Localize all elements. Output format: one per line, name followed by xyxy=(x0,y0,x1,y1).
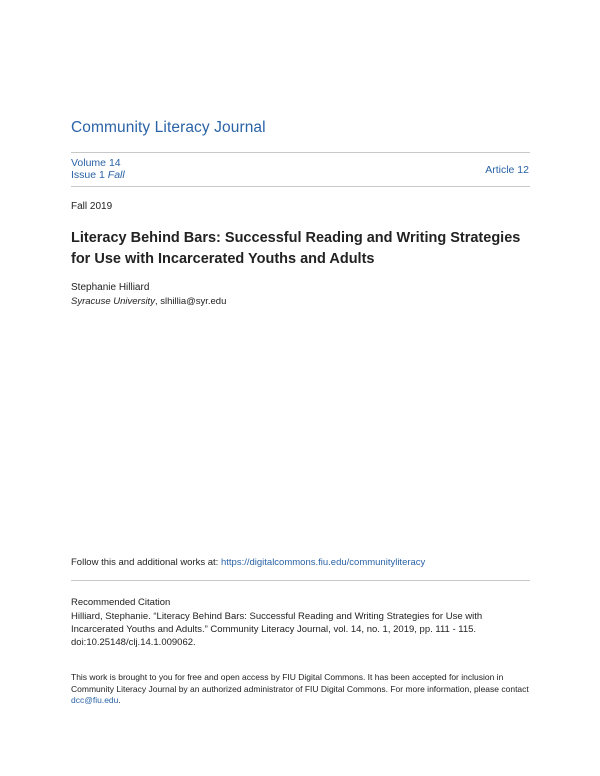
volume-label: Volume 14 xyxy=(71,157,121,169)
author-affiliation xyxy=(71,296,226,307)
divider-bottom xyxy=(71,580,530,581)
access-notice xyxy=(71,672,531,707)
issue-label xyxy=(71,169,125,181)
divider-top xyxy=(71,152,530,153)
publication-date: Fall 2019 xyxy=(71,201,113,212)
article-number-link[interactable]: Article 12 xyxy=(485,164,529,176)
article-title: Literacy Behind Bars: Successful Reading and Writing Strategies for Use with Incarcerated Youths and Adults xyxy=(71,230,521,267)
recommended-citation-text: Hilliard, Stephanie. “Literacy Behind Bars: Successful Reading and Writing Strategies for Use with Incarcerated Youths and Adults.” Community Literacy Journal, vol. 14, no. 1, 2019, pp. 111 - 115. doi:10.25148/clj.14.1.009062. xyxy=(71,611,483,648)
volume-issue-link[interactable] xyxy=(71,157,125,181)
author-email: , slhillia@syr.edu xyxy=(154,296,227,307)
journal-title-link[interactable]: Community Literacy Journal xyxy=(71,119,266,136)
divider-middle xyxy=(71,186,530,187)
issue-season: Fall xyxy=(107,169,125,181)
notice-text: This work is brought to you for free and open access by FIU Digital Commons. It has been accepted for inclusion in Community Literacy Journal by an authorized administrator of FIU Digital Commons. For more information, please contact xyxy=(71,672,529,694)
follow-text: Follow this and additional works at: xyxy=(71,557,221,568)
follow-works xyxy=(71,557,425,568)
affiliation-institution: Syracuse University xyxy=(71,296,155,307)
notice-end: . xyxy=(118,695,121,705)
recommended-citation-heading: Recommended Citation xyxy=(71,597,171,608)
collection-url-link[interactable]: https://digitalcommons.fiu.edu/communityliteracy xyxy=(220,557,426,568)
contact-email-link[interactable]: dcc@fiu.edu xyxy=(71,695,119,705)
author-name: Stephanie Hilliard xyxy=(71,282,150,293)
issue-number: Issue 1 xyxy=(71,169,105,181)
